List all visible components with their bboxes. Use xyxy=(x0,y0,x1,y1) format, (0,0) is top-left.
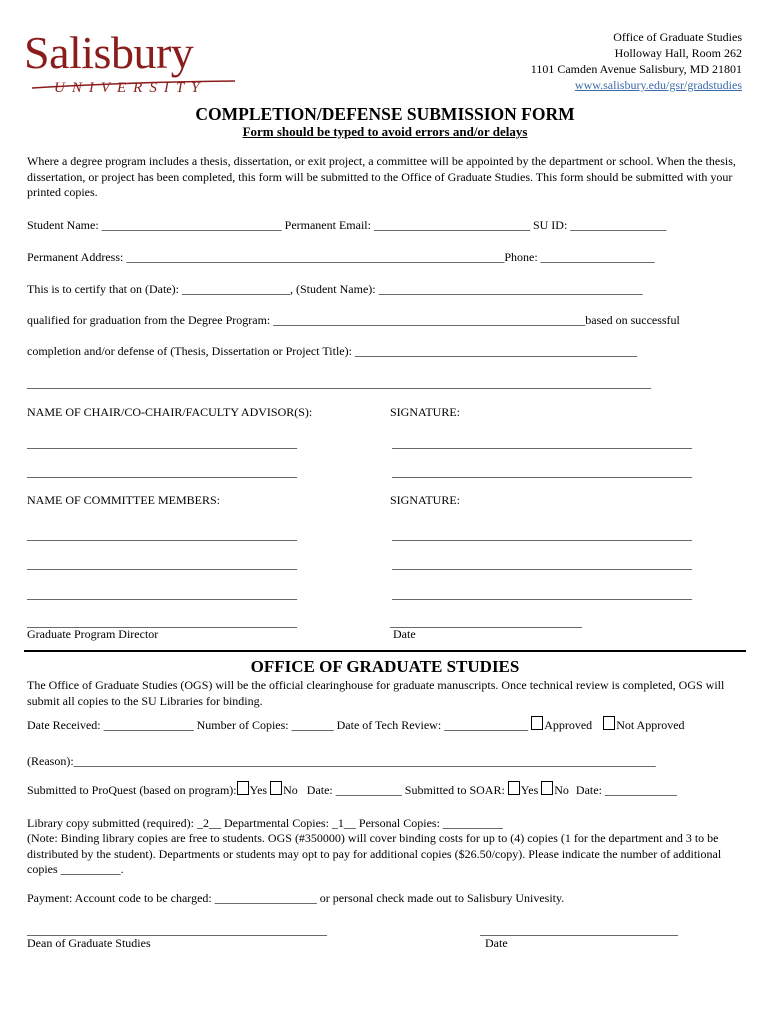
form-title: COMPLETION/DEFENSE SUBMISSION FORM xyxy=(195,104,575,124)
form-subtitle: Form should be typed to avoid errors and/or delays xyxy=(242,124,528,139)
degree-program-line[interactable]: qualified for graduation from the Degree Program: ____________________________________________________based on successful xyxy=(27,313,680,327)
committee-label: NAME OF COMMITTEE MEMBERS: xyxy=(27,493,221,507)
soar-no-checkbox[interactable] xyxy=(541,781,553,795)
committee-signature-label: SIGNATURE: xyxy=(390,493,461,507)
proquest-label: Submitted to ProQuest (based on program): xyxy=(27,783,237,797)
dean-date-label: Date xyxy=(485,936,508,950)
proquest-no-label: No xyxy=(283,783,298,797)
office-line-1: Office of Graduate Studies xyxy=(613,30,742,44)
binding-note: (Note: Binding library copies are free to students. OGS (#350000) will cover binding costs for up to (4) copies (1 for the department and 3 to be distributed by the student). Departments or students may opt to pay for additional copies ($26.50/copy). Please indicate the number of additional copies __________. xyxy=(27,831,722,876)
submission-row xyxy=(27,781,677,798)
logo-swoosh xyxy=(30,79,240,95)
project-title-line[interactable]: completion and/or defense of (Thesis, Dissertation or Project Title): _______________________________________________ xyxy=(27,344,637,358)
dean-date-line[interactable]: _________________________________ xyxy=(480,923,678,937)
director-date-line[interactable]: ________________________________ xyxy=(390,615,582,629)
chair-name-line[interactable]: _____________________________________________ xyxy=(27,436,297,450)
library-copies-line[interactable]: Library copy submitted (required): _2__ Departmental Copies: _1__ Personal Copies: __________ xyxy=(27,816,503,830)
office-address xyxy=(531,29,742,93)
soar-date-field[interactable]: Date: ____________ xyxy=(575,783,677,797)
soar-yes-label: Yes xyxy=(520,783,539,797)
soar-no-label: No xyxy=(554,783,569,797)
logo-university: UNIVERSITY xyxy=(54,80,207,96)
dean-label: Dean of Graduate Studies xyxy=(27,936,151,950)
committee-signature-line[interactable]: __________________________________________________ xyxy=(392,587,692,601)
student-info-line[interactable]: Student Name: ______________________________ Permanent Email: __________________________ SU ID: ________________ xyxy=(27,218,667,232)
dean-signature-line[interactable]: __________________________________________________ xyxy=(27,923,327,937)
office-website-link[interactable]: www.salisbury.edu/gsr/gradstudies xyxy=(574,78,742,92)
chair-label: NAME OF CHAIR/CO-CHAIR/FACULTY ADVISOR(S): xyxy=(27,405,313,419)
payment-line[interactable]: Payment: Account code to be charged: _________________ or personal check made out to Salisbury Univesity. xyxy=(27,891,565,905)
committee-name-line[interactable]: _____________________________________________ xyxy=(27,557,297,571)
chair-name-line[interactable]: _____________________________________________ xyxy=(27,465,297,479)
proquest-yes-checkbox[interactable] xyxy=(237,781,249,795)
director-label: Graduate Program Director xyxy=(27,627,159,641)
intro-paragraph: Where a degree program includes a thesis, dissertation, or exit project, a committee will be appointed by the department or school. When the thesis, dissertation, or project has been completed, this form will be submitted to the Office of Graduate Studies. This form should be submitted with your printed copies. xyxy=(27,154,736,199)
soar-yes-checkbox[interactable] xyxy=(508,781,520,795)
date-received-fields[interactable]: Date Received: _______________ Number of Copies: _______ Date of Tech Review: ______________ xyxy=(27,718,529,732)
section-divider xyxy=(24,650,746,652)
not-approved-label: Not Approved xyxy=(616,718,685,732)
approved-label: Approved xyxy=(544,718,593,732)
date-received-row xyxy=(27,716,685,733)
chair-signature-line[interactable]: __________________________________________________ xyxy=(392,465,692,479)
chair-signature-line[interactable]: __________________________________________________ xyxy=(392,436,692,450)
office-line-3: 1101 Camden Avenue Salisbury, MD 21801 xyxy=(530,62,742,76)
director-signature-line[interactable]: _____________________________________________ xyxy=(27,615,297,629)
committee-signature-line[interactable]: __________________________________________________ xyxy=(392,557,692,571)
approved-checkbox[interactable] xyxy=(531,716,543,730)
project-title-continuation[interactable]: ________________________________________________________________________________________________________ xyxy=(27,376,651,390)
committee-signature-line[interactable]: __________________________________________________ xyxy=(392,528,692,542)
not-approved-checkbox[interactable] xyxy=(603,716,615,730)
proquest-yes-label: Yes xyxy=(249,783,268,797)
address-phone-line[interactable]: Permanent Address: _______________________________________________________________Phone: ___________________ xyxy=(27,250,655,264)
logo-wordmark: Salisbury xyxy=(24,27,194,78)
chair-signature-label: SIGNATURE: xyxy=(390,405,461,419)
committee-name-line[interactable]: _____________________________________________ xyxy=(27,528,297,542)
certify-line[interactable]: This is to certify that on (Date): __________________, (Student Name): ____________________________________________ xyxy=(27,282,643,296)
committee-name-line[interactable]: _____________________________________________ xyxy=(27,587,297,601)
reason-line[interactable]: (Reason):_________________________________________________________________________________________________ xyxy=(27,754,656,768)
proquest-no-checkbox[interactable] xyxy=(270,781,282,795)
director-date-label: Date xyxy=(393,627,416,641)
ogs-section-title: OFFICE OF GRADUATE STUDIES xyxy=(250,657,520,676)
ogs-intro-paragraph: The Office of Graduate Studies (OGS) will be the official clearinghouse for graduate manuscripts. Once technical review is completed, OGS will submit all copies to the SU Libraries for binding. xyxy=(27,678,725,708)
office-line-2: Holloway Hall, Room 262 xyxy=(614,46,742,60)
proquest-date-field[interactable]: Date: ___________ Submitted to SOAR: xyxy=(306,783,505,797)
